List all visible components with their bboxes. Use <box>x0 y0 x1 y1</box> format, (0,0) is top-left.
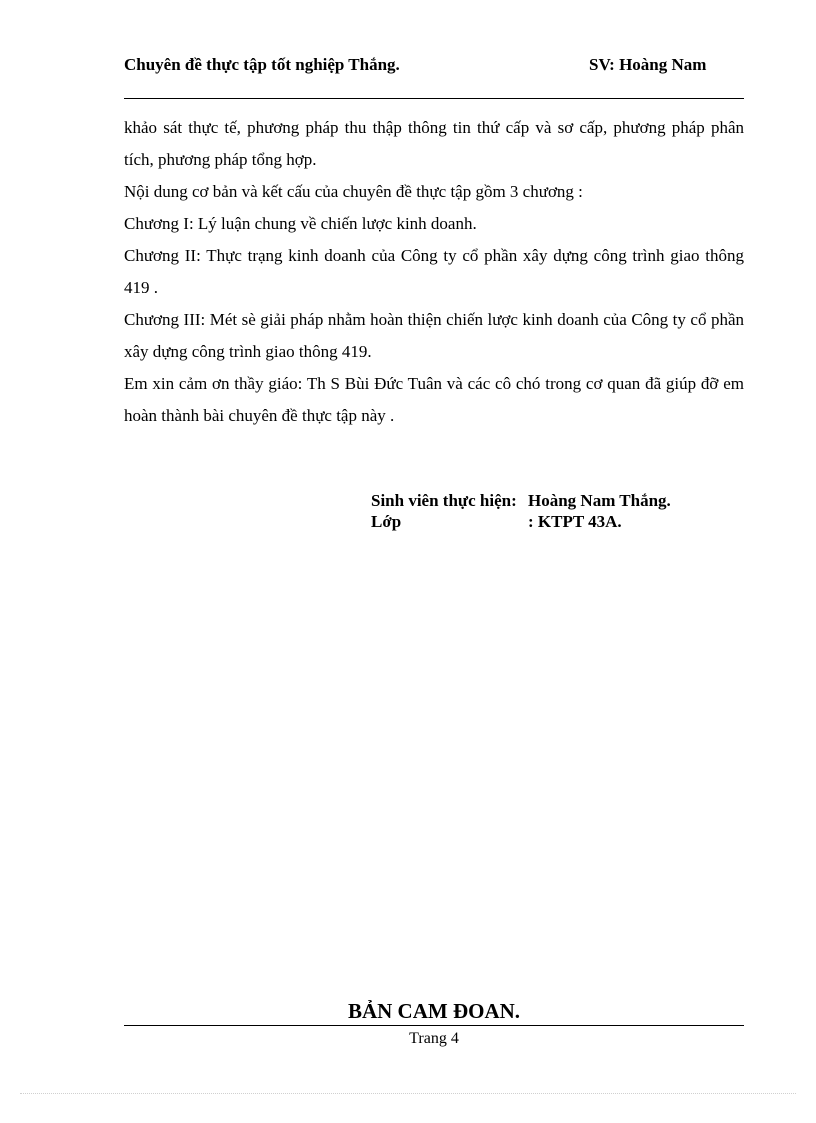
paragraph: Chương I: Lý luận chung về chiến lược kinh doanh. <box>124 214 477 233</box>
page-header <box>124 54 744 99</box>
page-edge-divider <box>20 1093 796 1094</box>
section-title: BẢN CAM ĐOAN. <box>124 998 744 1026</box>
page-number: Trang 4 <box>409 1030 459 1047</box>
paragraph: Nội dung cơ bản và kết cấu của chuyên đề thực tập gồm 3 chương : <box>124 182 583 201</box>
signature-label: Sinh viên thực hiện: <box>371 491 517 510</box>
header-title: Chuyên đề thực tập tốt nghiệp Thắng. <box>124 55 400 74</box>
class-label: Lớp <box>371 512 402 531</box>
header-student: SV: Hoàng Nam <box>589 55 707 74</box>
class-value: : KTPT 43A. <box>528 512 622 531</box>
paragraph: Em xin cảm ơn thầy giáo: Th S Bùi Đức Tuân và các cô chó trong cơ quan đã giúp đỡ em hoàn thành bài chuyên đề thực tập này . <box>124 374 744 425</box>
paragraph: khảo sát thực tế, phương pháp thu thập thông tin thứ cấp và sơ cấp, phương pháp phân tích, phương pháp tổng hợp. <box>124 118 744 169</box>
paragraph: Chương II: Thực trạng kinh doanh của Công ty cổ phần xây dựng công trình giao thông 419 . <box>124 246 744 297</box>
body-text <box>124 112 744 432</box>
paragraph: Chương III: Mét sè giải pháp nhằm hoàn thiện chiến lược kinh doanh của Công ty cổ phần xây dựng công trình giao thông 419. <box>124 310 744 361</box>
signature-block <box>371 490 671 532</box>
signature-name: Hoàng Nam Thắng. <box>528 491 671 510</box>
